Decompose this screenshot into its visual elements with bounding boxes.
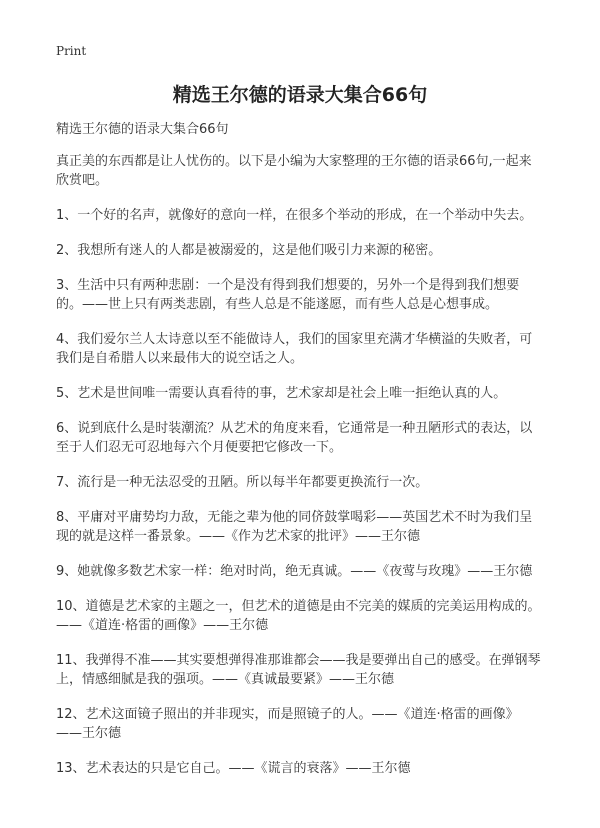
page-title: 精选王尔德的语录大集合66句: [172, 84, 428, 106]
quote-item: 2、我想所有迷人的人都是被溺爱的，这是他们吸引力来源的秘密。: [56, 243, 442, 258]
quote-item: 11、我弹得不准——其实要想弹得准那谁都会——我是要弹出自己的感受。在弹钢琴上，情感细腻是我的强项。——《真诚最要紧》——王尔德: [56, 653, 541, 687]
quote-item: 3、生活中只有两种悲剧：一个是没有得到我们想要的，另外一个是得到我们想要的。——世上只有两类悲剧，有些人总是不能遂愿，而有些人总是心想事成。: [56, 278, 520, 312]
quote-item: 9、她就像多数艺术家一样：绝对时尚，绝无真诚。——《夜莺与玫瑰》——王尔德: [56, 564, 533, 579]
quote-item: 4、我们爱尔兰人太诗意以至不能做诗人，我们的国家里充满才华横溢的失败者，可我们是自希腊人以来最伟大的说空话之人。: [56, 332, 533, 366]
quote-item: 7、流行是一种无法忍受的丑陋。所以每半年都要更换流行一次。: [56, 475, 429, 490]
print-link[interactable]: Print: [56, 44, 87, 58]
quote-item: 5、艺术是世间唯一需要认真看待的事，艺术家却是社会上唯一拒绝认真的人。: [56, 386, 507, 401]
quote-item: 13、艺术表达的只是它自己。——《谎言的衰落》——王尔德: [56, 761, 411, 776]
quote-item: 10、道德是艺术家的主题之一，但艺术的道德是由不完美的媒质的完美运用构成的。——《道连·格雷的画像》——王尔德: [56, 599, 541, 633]
quote-item: 8、平庸对平庸势均力敌，无能之辈为他的同侪鼓掌喝彩——英国艺术不时为我们呈现的就是这样一番景象。——《作为艺术家的批评》——王尔德: [56, 510, 533, 544]
quote-item: 6、说到底什么是时装潮流？从艺术的角度来看，它通常是一种丑陋形式的表达，以至于人们忍无可忍地每六个月便要把它修改一下。: [56, 421, 533, 455]
quote-item: 12、艺术这面镜子照出的并非现实，而是照镜子的人。——《道连·格雷的画像》——王尔德: [56, 707, 519, 741]
article-subtitle: 精选王尔德的语录大集合66句: [56, 122, 229, 137]
intro-paragraph: 真正美的东西都是让人忧伤的。以下是小编为大家整理的王尔德的语录66句,一起来欣赏吧。: [56, 154, 532, 188]
quote-item: 1、一个好的名声，就像好的意向一样，在很多个举动的形成，在一个举动中失去。: [56, 208, 533, 223]
